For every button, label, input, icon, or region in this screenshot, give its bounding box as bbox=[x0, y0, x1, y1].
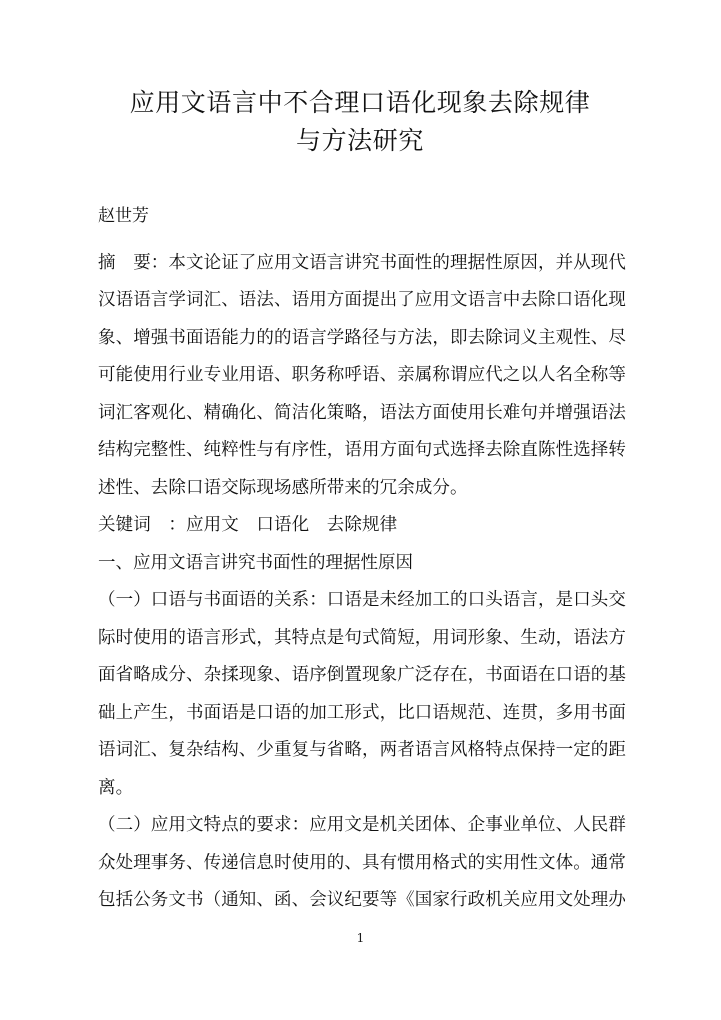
page-title bbox=[98, 84, 622, 160]
author-name: 赵世芳 bbox=[98, 206, 149, 226]
body-paragraph-2: （二）应用文特点的要求：应用文是机关团体、企事业单位、人民群众处理事务、传递信息时使用的、具有惯用格式的实用性文体。通常包括公务文书（通知、函、会议纪要等《国家行政机关应用文处理办 bbox=[98, 815, 626, 910]
body-paragraph-1: （一）口语与书面语的关系：口语是未经加工的口头语言，是口头交际时使用的语言形式，其特点是句式简短，用词形象、生动，语法方面省略成分、杂揉现象、语序倒置现象广泛存在，书面语在口语的基础上产生，书面语是口语的加工形式，比口语规范、连贯，多用书面语词汇、复杂结构、少重复与省略，两者语言风格特点保持一定的距离。 bbox=[98, 590, 626, 798]
section-heading-1: 一、应用文语言讲究书面性的理据性原因 bbox=[98, 552, 413, 573]
title-line-1: 应用文语言中不合理口语化现象去除规律 bbox=[129, 88, 591, 117]
keywords-line: 关键词 ：应用文 口语化 去除规律 bbox=[98, 515, 398, 535]
document-body bbox=[98, 198, 626, 920]
abstract-paragraph: 摘 要：本文论证了应用文语言讲究书面性的理据性原因，并从现代汉语语言学词汇、语法、语用方面提出了应用文语言中去除口语化现象、增强书面语能力的的语言学路径与方法，即去除词义主观性、尽可能使用行业专业用语、职务称呼语、亲属称谓应代之以人名全称等词汇客观化、精确化、简洁化策略，语法方面使用长难句并增强语法结构完整性、纯粹性与有序性，语用方面句式选择去除直陈性选择转述性、去除口语交际现场感所带来的冗余成分。 bbox=[98, 252, 626, 498]
title-line-2: 与方法研究 bbox=[295, 126, 424, 155]
page-number: 1 bbox=[356, 931, 365, 945]
